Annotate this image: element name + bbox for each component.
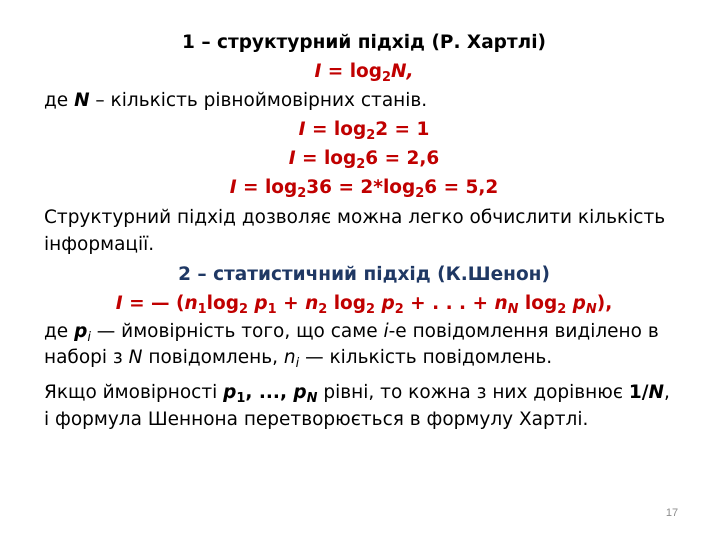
- var-p: p: [74, 321, 88, 342]
- term2-log: log: [327, 293, 366, 314]
- var-pn-index: N: [306, 390, 318, 406]
- heading-statistical-approach: 2 – статистичний підхід (К.Шенон): [178, 264, 550, 285]
- formula-op: = log: [305, 119, 367, 140]
- formula-rhs: 6 = 5,2: [424, 177, 499, 198]
- plus-sign: +: [276, 293, 306, 314]
- formula-shannon: [44, 292, 684, 316]
- paragraph-equiprobable-line-1: [44, 381, 684, 405]
- formula-op: = — (: [122, 293, 185, 314]
- var-pn: p: [293, 382, 307, 403]
- term1-p: p: [254, 293, 268, 314]
- log-base: 2: [366, 127, 376, 143]
- var-p-index: i: [87, 329, 91, 345]
- formula-rhs: 2 = 1: [375, 119, 430, 140]
- page-number: 17: [665, 507, 679, 519]
- termn-p: p: [572, 293, 586, 314]
- definition-p: [44, 320, 684, 344]
- var-i: I: [115, 293, 123, 314]
- formula-op: = log: [321, 61, 383, 82]
- separator: , ...,: [245, 382, 294, 403]
- paragraph-structural-line-1: Структурний підхід дозволяє можна легко обчислити кількість: [44, 207, 666, 228]
- var-p1-index: 1: [236, 390, 246, 406]
- termn-index: N: [507, 301, 519, 317]
- term1-base: 2: [238, 301, 248, 317]
- var-n-i: n: [283, 347, 296, 368]
- log-base-2: 2: [415, 185, 425, 201]
- example-formula-2: [44, 147, 684, 171]
- example-formula-3: [44, 176, 684, 200]
- termn-p-index: N: [585, 301, 597, 317]
- text-pre: Якщо ймовірності: [44, 382, 224, 403]
- def-pre: де: [44, 90, 75, 111]
- formula-rhs: 6 = 2,6: [365, 148, 440, 169]
- paragraph-structural-line-2: інформації.: [44, 234, 155, 255]
- var-i: i: [383, 321, 389, 342]
- fraction-n: N: [648, 382, 664, 403]
- formula-op: = log: [295, 148, 357, 169]
- var-n: N,: [391, 61, 414, 82]
- term2-p-index: 2: [394, 301, 404, 317]
- termn-n: n: [494, 293, 508, 314]
- def-pre: де: [44, 321, 75, 342]
- var-n: N: [128, 347, 143, 368]
- text-mid: рівні, то кожна з них дорівнює: [317, 382, 629, 403]
- term2-n: n: [305, 293, 319, 314]
- def-post: — кількість повідомлень.: [299, 347, 553, 368]
- ellipsis: + . . . +: [403, 293, 495, 314]
- formula-op: = log: [236, 177, 298, 198]
- termn-base: 2: [557, 301, 567, 317]
- term1-log: log: [206, 293, 239, 314]
- var-n: N: [74, 90, 90, 111]
- termn-log: log: [518, 293, 558, 314]
- paragraph-equiprobable-line-2: і формула Шеннона перетворюється в формулу Хартлі.: [44, 409, 589, 430]
- term1-n: n: [184, 293, 198, 314]
- definition-n: [44, 89, 684, 113]
- def-post: – кількість рівноймовірних станів.: [89, 90, 428, 111]
- def-post: -е повідомлення виділено в: [388, 321, 659, 342]
- example-formula-1: [44, 118, 684, 142]
- def-mid: повідомлень,: [142, 347, 284, 368]
- term2-p: p: [381, 293, 395, 314]
- fraction: 1/: [628, 382, 649, 403]
- formula-hartley: [44, 60, 684, 84]
- term2-index: 2: [318, 301, 328, 317]
- log-base: 2: [297, 185, 307, 201]
- var-i: I: [298, 119, 306, 140]
- term2-base: 2: [365, 301, 375, 317]
- text-post: ,: [664, 382, 670, 403]
- var-i: I: [314, 61, 322, 82]
- def-pre: наборі з: [44, 347, 129, 368]
- term1-p-index: 1: [267, 301, 277, 317]
- heading-structural-approach: 1 – структурний підхід (Р. Хартлі): [182, 32, 546, 53]
- var-i: I: [288, 148, 296, 169]
- def-mid: — ймовірність того, що саме: [90, 321, 384, 342]
- var-p1: p: [223, 382, 237, 403]
- definition-n-i: [44, 346, 684, 370]
- term1-index: 1: [197, 301, 207, 317]
- close-paren: ),: [596, 293, 613, 314]
- log-base: 2: [382, 69, 392, 85]
- log-base: 2: [356, 156, 366, 172]
- formula-mid: 36 = 2*log: [306, 177, 416, 198]
- var-n-i-index: i: [295, 355, 300, 371]
- var-i: I: [229, 177, 237, 198]
